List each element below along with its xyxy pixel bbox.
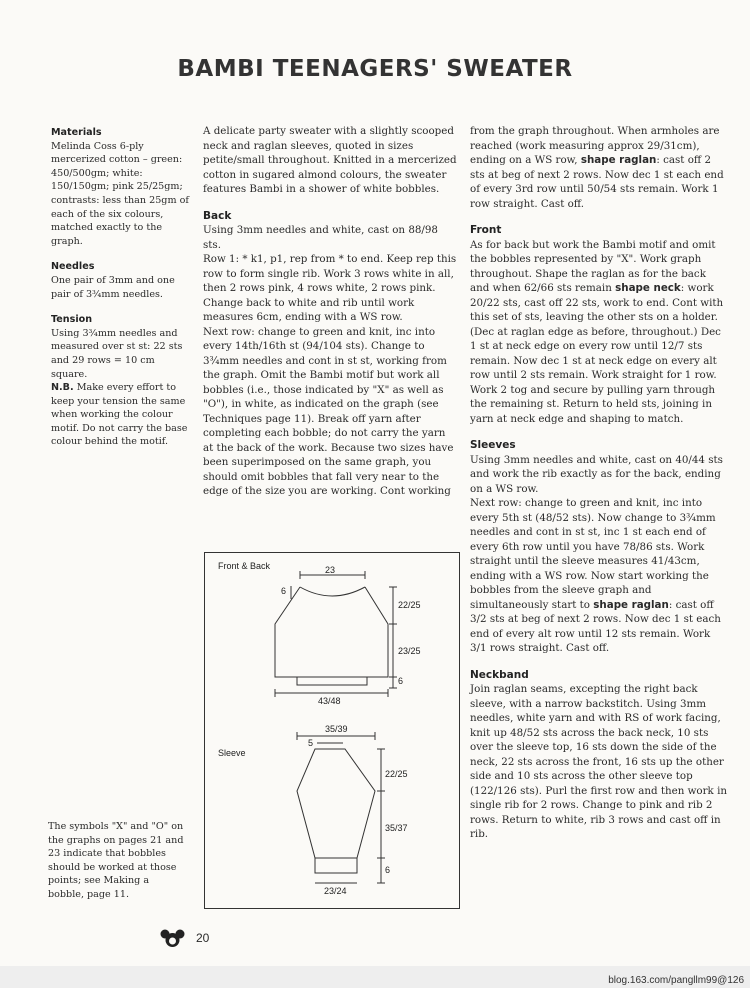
front-body-measure: 23/25 xyxy=(398,646,421,656)
front-rib-measure: 6 xyxy=(398,676,404,686)
materials-column xyxy=(51,126,191,449)
sleeves-text-c: : cast off 3/2 sts at beg of next 2 rows. Now dec 1 st each end of every alt row until 12 sts remain. Work 3/1 rows straight. Cast off. xyxy=(470,598,721,654)
nb-label: N.B. xyxy=(51,382,74,394)
mickey-icon xyxy=(160,928,186,952)
schematic-diagram xyxy=(204,552,460,909)
back-column xyxy=(203,124,458,499)
front-heading: Front xyxy=(470,224,502,236)
back-continued xyxy=(470,124,728,211)
materials-heading: Materials xyxy=(51,127,102,138)
needles-text: One pair of 3mm and one pair of 3¾mm needles. xyxy=(51,274,175,300)
front-back-label: Front & Back xyxy=(218,561,271,571)
nb-text: Make every effort to keep your tension the same when working the colour motif. Do not carry the base colour behind the motif. xyxy=(51,382,188,448)
sleeve-body-measure: 35/37 xyxy=(385,823,408,833)
sleeves-text xyxy=(470,496,728,656)
front-top-measure: 23 xyxy=(325,565,336,575)
front-neck-measure: 6 xyxy=(281,586,287,596)
page-title: BAMBI TEENAGERS' SWEATER xyxy=(177,56,573,82)
sleeves-text-b: Next row: change to green and knit, inc into every 5th st (48/52 sts). Now change to 3¾mm needles and cont in st st, inc 1 st each end of every 6th row until you have 78/86 sts. Work straight until the sleeve measures 41/43cm, ending with a WS row. Now start working the bobbles from the sleeve graph and simultaneously start to xyxy=(470,497,716,611)
back-para-2: Row 1: * k1, p1, rep from * to end. Keep rep this row to form single rib. Work 3 rows white in all, then 2 rows pink, 4 rows white, 2 rows pink. Change back to white and rib until work measures 6cm, ending with a WS row. xyxy=(203,253,457,323)
sleeve-rib-measure: 6 xyxy=(385,865,391,875)
front-text-a: As for back but work the Bambi motif and omit the bobbles represented by "X". Work graph throughout. Shape the raglan as for the back and when 62/66 sts remain xyxy=(470,238,716,294)
shape-raglan-label: shape raglan xyxy=(580,154,657,166)
neckband-heading: Neckband xyxy=(470,668,529,681)
back-para-1: Using 3mm needles and white, cast on 88/98 sts. xyxy=(203,224,438,251)
tension-heading: Tension xyxy=(51,314,93,326)
bobble-note: The symbols "X" and "O" on the graphs on pages 21 and 23 indicate that bobbles should be worked at those points; see Making a bobble, page 11. xyxy=(48,821,184,900)
neckband-text: Join raglan seams, excepting the right back sleeve, with a narrow backstitch. Using 3mm needles, white yarn and with RS of work facing, knit up 48/52 sts across the back neck, 10 sts over the sleeve top, 16 sts down the side of the neck, 22 sts across the front, 16 sts up the other side and 10 sts across the other sleeve top (122/126 sts). Purl the first row and then work in single rib for 2 rows. Change to pink and rib 2 rows. Return to white, rib 3 rows and cast off in rib. xyxy=(470,683,727,840)
back-cont-text: from the graph throughout. When armholes are reached (work measuring approx 29/31cm), ending on a WS row, xyxy=(470,125,720,166)
needles-heading: Needles xyxy=(51,261,95,273)
sleeves-text-a: Using 3mm needles and white, cast on 40/44 sts and work the rib exactly as for the back, ending on a WS row. xyxy=(470,453,723,495)
front-column xyxy=(470,124,728,842)
page-number: 20 xyxy=(196,931,210,945)
back-cont-text-2: : cast off 2 sts at beg of next 2 rows. Now dec 1 st each end of every 3rd row until 50/54 sts remain. Work 1 row straight. Cast off. xyxy=(470,154,724,210)
shape-neck-label: shape neck xyxy=(615,282,681,294)
front-armhole-measure: 22/25 xyxy=(398,600,421,610)
front-text xyxy=(470,238,728,427)
shape-raglan-label-2: shape raglan xyxy=(593,598,669,611)
front-width-measure: 43/48 xyxy=(318,696,341,706)
sleeve-label: Sleeve xyxy=(218,748,246,758)
back-heading: Back xyxy=(203,209,232,222)
intro-text: A delicate party sweater with a slightly scooped neck and raglan sleeves, quoted in sizes petite/small throughout. Knitted in a mercerized cotton in sugared almond colours, the sweater features Bambi in a shower of white bobbles. xyxy=(203,125,457,195)
sleeves-heading: Sleeves xyxy=(470,439,516,451)
materials-text: Melinda Coss 6-ply mercerized cotton – green: 450/500gm; white: 150/150gm; pink 25/25gm; contrasts: less than 25gm of each of the six colours, matched exactly to the graph. xyxy=(51,140,189,247)
sleeve-width-measure: 23/24 xyxy=(324,886,347,896)
front-text-b: : work 20/22 sts, cast off 22 sts, work to end. Cont with this set of sts, leaving the other sts on a holder. (Dec at raglan edge as before, throughout.) Dec 1 st at neck edge on every row until 12/7 sts remain. Now dec 1 st at neck edge on every alt row until 2 sts remain. Work straight for 1 row. Work 2 tog and secure by pulling yarn through the remaining st. Return to held sts, joining in yarn at neck edge and shaping to match. xyxy=(470,282,724,425)
nb-note xyxy=(51,381,191,449)
back-para-3: Next row: change to green and knit, inc into every 14th/16th st (94/104 sts). Change to 3¾mm needles and cont in st st, working from the graph. Omit the Bambi motif but work all bobbles (i.e., those indicated by "X" as well as "O"), in white, as indicated on the graph (see Techniques page 11). Break off yarn after completing each bobble; do not carry the yarn at the back of the work. Because two sizes have been superimposed on the same graph, you should omit bobbles that fall very near to the edge of the size you are working. Cont working xyxy=(203,325,454,497)
source-credit: blog.163.com/pangllm99@126 xyxy=(608,975,744,986)
sleeve-cap-measure: 5 xyxy=(308,738,314,748)
tension-text: Using 3¾mm needles and measured over st st: 22 sts and 29 rows = 10 cm square. xyxy=(51,327,183,380)
sleeve-raglan-measure: 22/25 xyxy=(385,769,408,779)
sleeve-top-measure: 35/39 xyxy=(325,724,348,734)
